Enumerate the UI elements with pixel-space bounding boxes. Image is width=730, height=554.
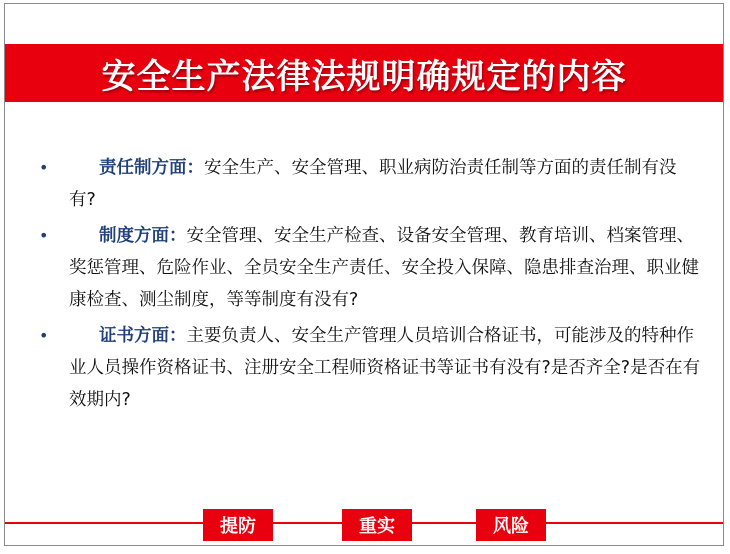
page-title: 安全生产法律法规明确规定的内容	[101, 56, 627, 97]
prevent-button[interactable]: 提防	[203, 509, 273, 541]
bullet: •	[39, 226, 49, 245]
bullet: •	[39, 326, 49, 345]
list-item-system	[33, 220, 703, 316]
content-list	[33, 152, 703, 420]
risk-button[interactable]: 风险	[476, 509, 546, 541]
slide	[4, 3, 724, 546]
item-text: 安全管理、安全生产检查、设备安全管理、教育培训、档案管理、奖惩管理、危险作业、全员安全生产责任、安全投入保障、隐患排查治理、职业健康检查、测尘制度，等等制度有没有?	[69, 226, 699, 310]
item-text: 主要负责人、安全生产管理人员培训合格证书，可能涉及的特种作业人员操作资格证书、注册安全工程师资格证书等证书有没有?是否齐全?是否在有效期内?	[69, 326, 701, 410]
list-item-certificate	[33, 320, 703, 416]
bullet: •	[39, 158, 49, 177]
item-label: 制度方面：	[99, 226, 187, 246]
item-text: 安全生产、安全管理、职业病防治责任制等方面的责任制有没有?	[69, 158, 677, 210]
emphasize-button[interactable]: 重实	[342, 509, 412, 541]
item-label: 责任制方面：	[99, 158, 204, 178]
list-item-responsibility	[33, 152, 703, 216]
item-label: 证书方面：	[99, 326, 187, 346]
title-bar	[5, 44, 723, 102]
